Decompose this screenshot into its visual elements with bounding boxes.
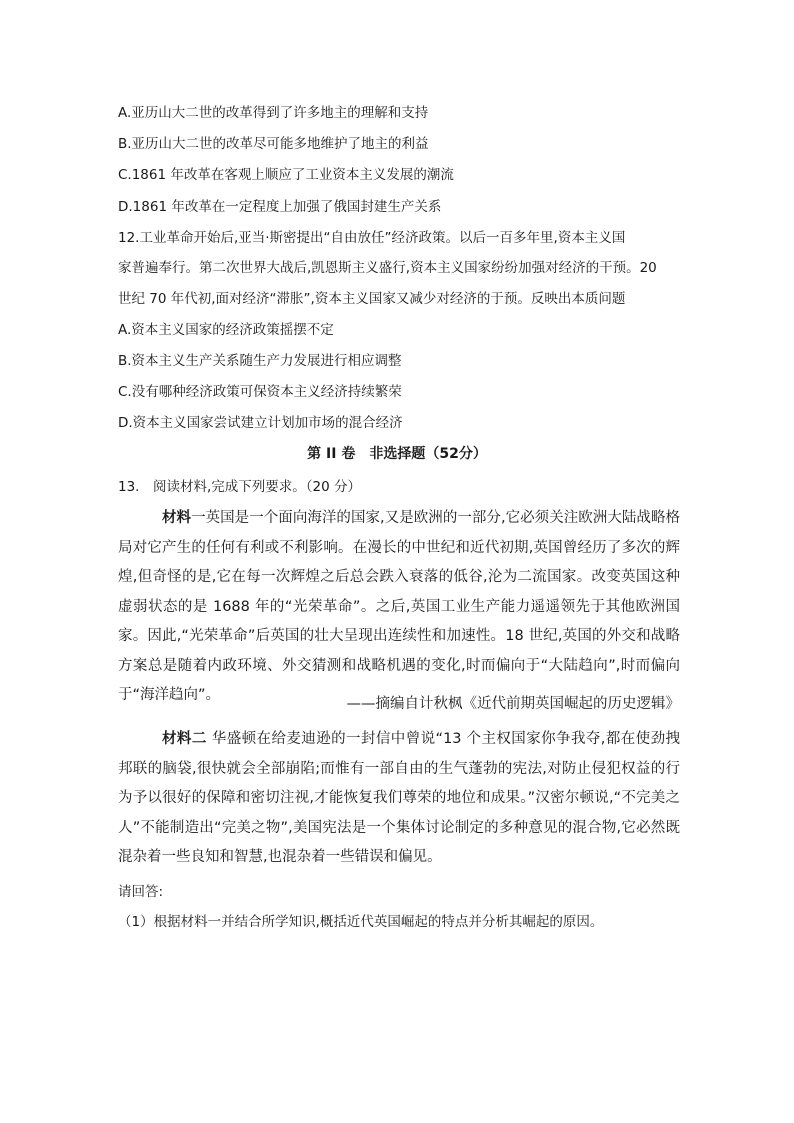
material2-block	[118, 725, 680, 873]
material2-paragraph	[118, 725, 680, 873]
material1-block	[118, 504, 680, 711]
q12-option-b: B.资本主义生产关系随生产力发展进行相应调整	[118, 353, 402, 369]
material1-source: ——摘编自计秋枫《近代前期英国崛起的历史逻辑》	[346, 696, 680, 712]
material2-label: 材料二	[162, 731, 207, 747]
material1-paragraph	[118, 504, 680, 711]
ask-prompt: 请回答:	[118, 884, 164, 900]
material1-label: 材料	[162, 510, 192, 526]
q12-option-c: C.没有哪种经济政策可保资本主义经济持续繁荣	[118, 384, 402, 400]
q11-option-b: B.亚历山大二世的改革尽可能多地维护了地主的利益	[118, 136, 429, 152]
q13-sub-question-1: （1）根据材料一并结合所学知识,概括近代英国崛起的特点并分析其崛起的原因。	[118, 914, 604, 930]
q12-stem-line3: 世纪 70 年代初,面对经济“滞胀”,资本主义国家又减少对经济的于预。反映出本质问题	[118, 291, 626, 307]
q12-option-d: D.资本主义国家尝试建立计划加市场的混合经济	[118, 415, 403, 431]
material1-text: 一英国是一个面向海洋的国家,又是欧洲的一部分,它必须关注欧洲大陆战略格局对它产生的任何有利或不利影响。在漫长的中世纪和近代初期,英国曾经历了多次的辉煌,但奇怪的是,它在每一次辉煌之后总会跌入衰落的低谷,沦为二流国家。改变英国这种虚弱状态的是 1688 年的“光荣革命”。之后,英国工业生产能力遥遥领先于其他欧洲国家。因此,“光荣革命”后英国的壮大呈现出连续性和加速性。18 世纪,英国的外交和战略方案总是随着内政环境、外交猜测和战略机遇的变化,时而偏向于“大陆趋向”,时而偏向于“海洋趋向”。	[118, 510, 681, 703]
section-heading: 第 II 卷 非选择题（52分）	[307, 446, 487, 462]
q11-option-d: D.1861 年改革在一定程度上加强了俄国封建生产关系	[118, 199, 442, 215]
q13-intro: 13. 阅读材料,完成下列要求。（20 分）	[118, 479, 361, 495]
q12-stem-line2: 家普遍奉行。第二次世界大战后,凯恩斯主义盛行,资本主义国家纷纷加强对经济的干预。20	[118, 260, 657, 276]
q11-option-c: C.1861 年改革在客观上顺应了工业资本主义发展的潮流	[118, 167, 454, 183]
q11-option-a: A.亚历山大二世的改革得到了许多地主的理解和支持	[118, 105, 429, 121]
q12-stem-line1: 12.工业革命开始后,亚当·斯密提出“自由放任”经济政策。以后一百多年里,资本主义国	[118, 230, 626, 246]
material2-text: 华盛顿在给麦迪逊的一封信中曾说“13 个主权国家你争我夺,都在使劲拽邦联的脑袋,很快就会全部崩陷;而惟有一部自由的生气蓬勃的宪法,对防止侵犯权益的行为予以很好的保障和密切注视,才能恢复我们尊荣的地位和成果。”汉密尔顿说,“不完美之人”不能制造出“完美之物”,美国宪法是一个集体讨论制定的多种意见的混合物,它必然既混杂着一些良知和智慧,也混杂着一些错误和偏见。	[118, 731, 681, 865]
q12-option-a: A.资本主义国家的经济政策摇摆不定	[118, 322, 334, 338]
